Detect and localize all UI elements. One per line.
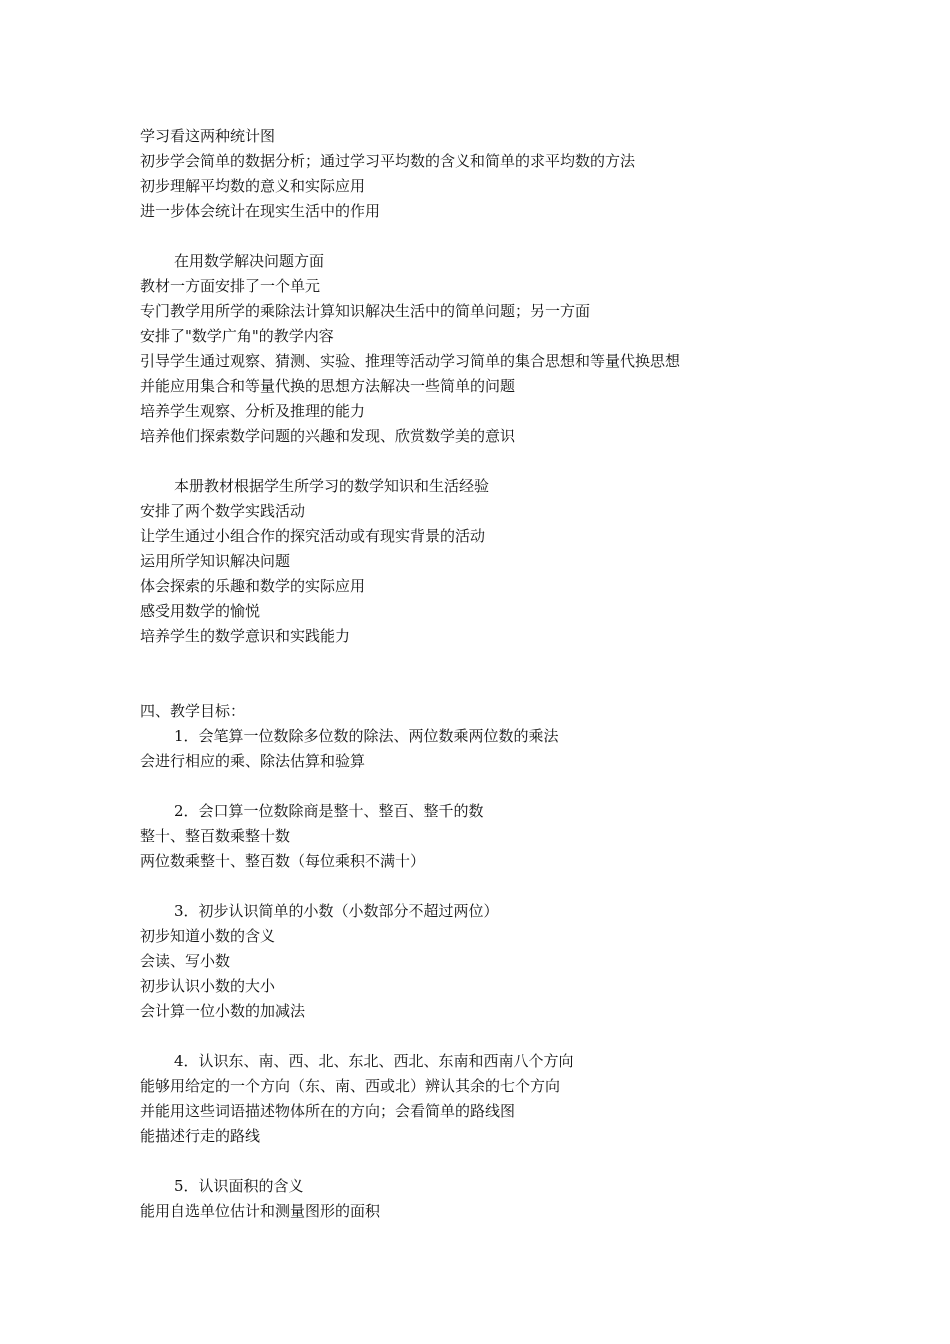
objective-item: 2．会口算一位数除商是整十、整百、整千的数 <box>174 802 484 820</box>
text-line: 初步理解平均数的意义和实际应用 <box>140 177 366 195</box>
text-line: 能描述行走的路线 <box>140 1127 261 1145</box>
text-line: 专门教学用所学的乘除法计算知识解决生活中的简单问题；另一方面 <box>140 302 591 320</box>
text-line: 整十、整百数乘整十数 <box>140 827 291 845</box>
text-line: 教材一方面安排了一个单元 <box>140 277 321 295</box>
text-line: 初步知道小数的含义 <box>140 927 276 945</box>
text-line: 并能应用集合和等量代换的思想方法解决一些简单的问题 <box>140 377 516 395</box>
paragraph-gap <box>140 774 860 799</box>
text-line: 安排了两个数学实践活动 <box>140 502 306 520</box>
section-heading: 四、教学目标： <box>140 702 246 720</box>
paragraph-gap <box>140 1149 860 1174</box>
objective-item: 3．初步认识简单的小数（小数部分不超过两位） <box>174 902 499 920</box>
section-gap <box>140 649 860 699</box>
text-line: 会进行相应的乘、除法估算和验算 <box>140 752 366 770</box>
text-line: 安排了"数学广角"的教学内容 <box>140 327 334 345</box>
text-line: 能够用给定的一个方向（东、南、西或北）辨认其余的七个方向 <box>140 1077 561 1095</box>
text-line: 能用自选单位估计和测量图形的面积 <box>140 1202 381 1220</box>
objective-item: 5．认识面积的含义 <box>174 1177 304 1195</box>
text-line: 体会探索的乐趣和数学的实际应用 <box>140 577 366 595</box>
paragraph-gap <box>140 224 860 249</box>
text-line: 培养学生观察、分析及推理的能力 <box>140 402 366 420</box>
paragraph-first-line: 在用数学解决问题方面 <box>174 252 325 270</box>
objective-item: 1．会笔算一位数除多位数的除法、两位数乘两位数的乘法 <box>174 727 559 745</box>
text-line: 进一步体会统计在现实生活中的作用 <box>140 202 381 220</box>
text-line: 学习看这两种统计图 <box>140 127 276 145</box>
paragraph-first-line: 本册教材根据学生所学习的数学知识和生活经验 <box>174 477 490 495</box>
text-line: 让学生通过小组合作的探究活动或有现实背景的活动 <box>140 527 486 545</box>
text-line: 两位数乘整十、整百数（每位乘积不满十） <box>140 852 426 870</box>
paragraph-gap <box>140 449 860 474</box>
objective-item: 4．认识东、南、西、北、东北、西北、东南和西南八个方向 <box>174 1052 574 1070</box>
text-line: 引导学生通过观察、猜测、实验、推理等活动学习简单的集合思想和等量代换思想 <box>140 352 681 370</box>
text-line: 培养学生的数学意识和实践能力 <box>140 627 351 645</box>
text-line: 初步学会简单的数据分析；通过学习平均数的含义和简单的求平均数的方法 <box>140 152 636 170</box>
text-line: 运用所学知识解决问题 <box>140 552 291 570</box>
text-line: 初步认识小数的大小 <box>140 977 276 995</box>
paragraph-gap <box>140 874 860 899</box>
text-line: 会计算一位小数的加减法 <box>140 1002 306 1020</box>
paragraph-gap <box>140 1024 860 1049</box>
text-line: 并能用这些词语描述物体所在的方向；会看简单的路线图 <box>140 1102 516 1120</box>
document-body <box>140 124 860 1224</box>
text-line: 感受用数学的愉悦 <box>140 602 261 620</box>
text-line: 会读、写小数 <box>140 952 231 970</box>
text-line: 培养他们探索数学问题的兴趣和发现、欣赏数学美的意识 <box>140 427 516 445</box>
